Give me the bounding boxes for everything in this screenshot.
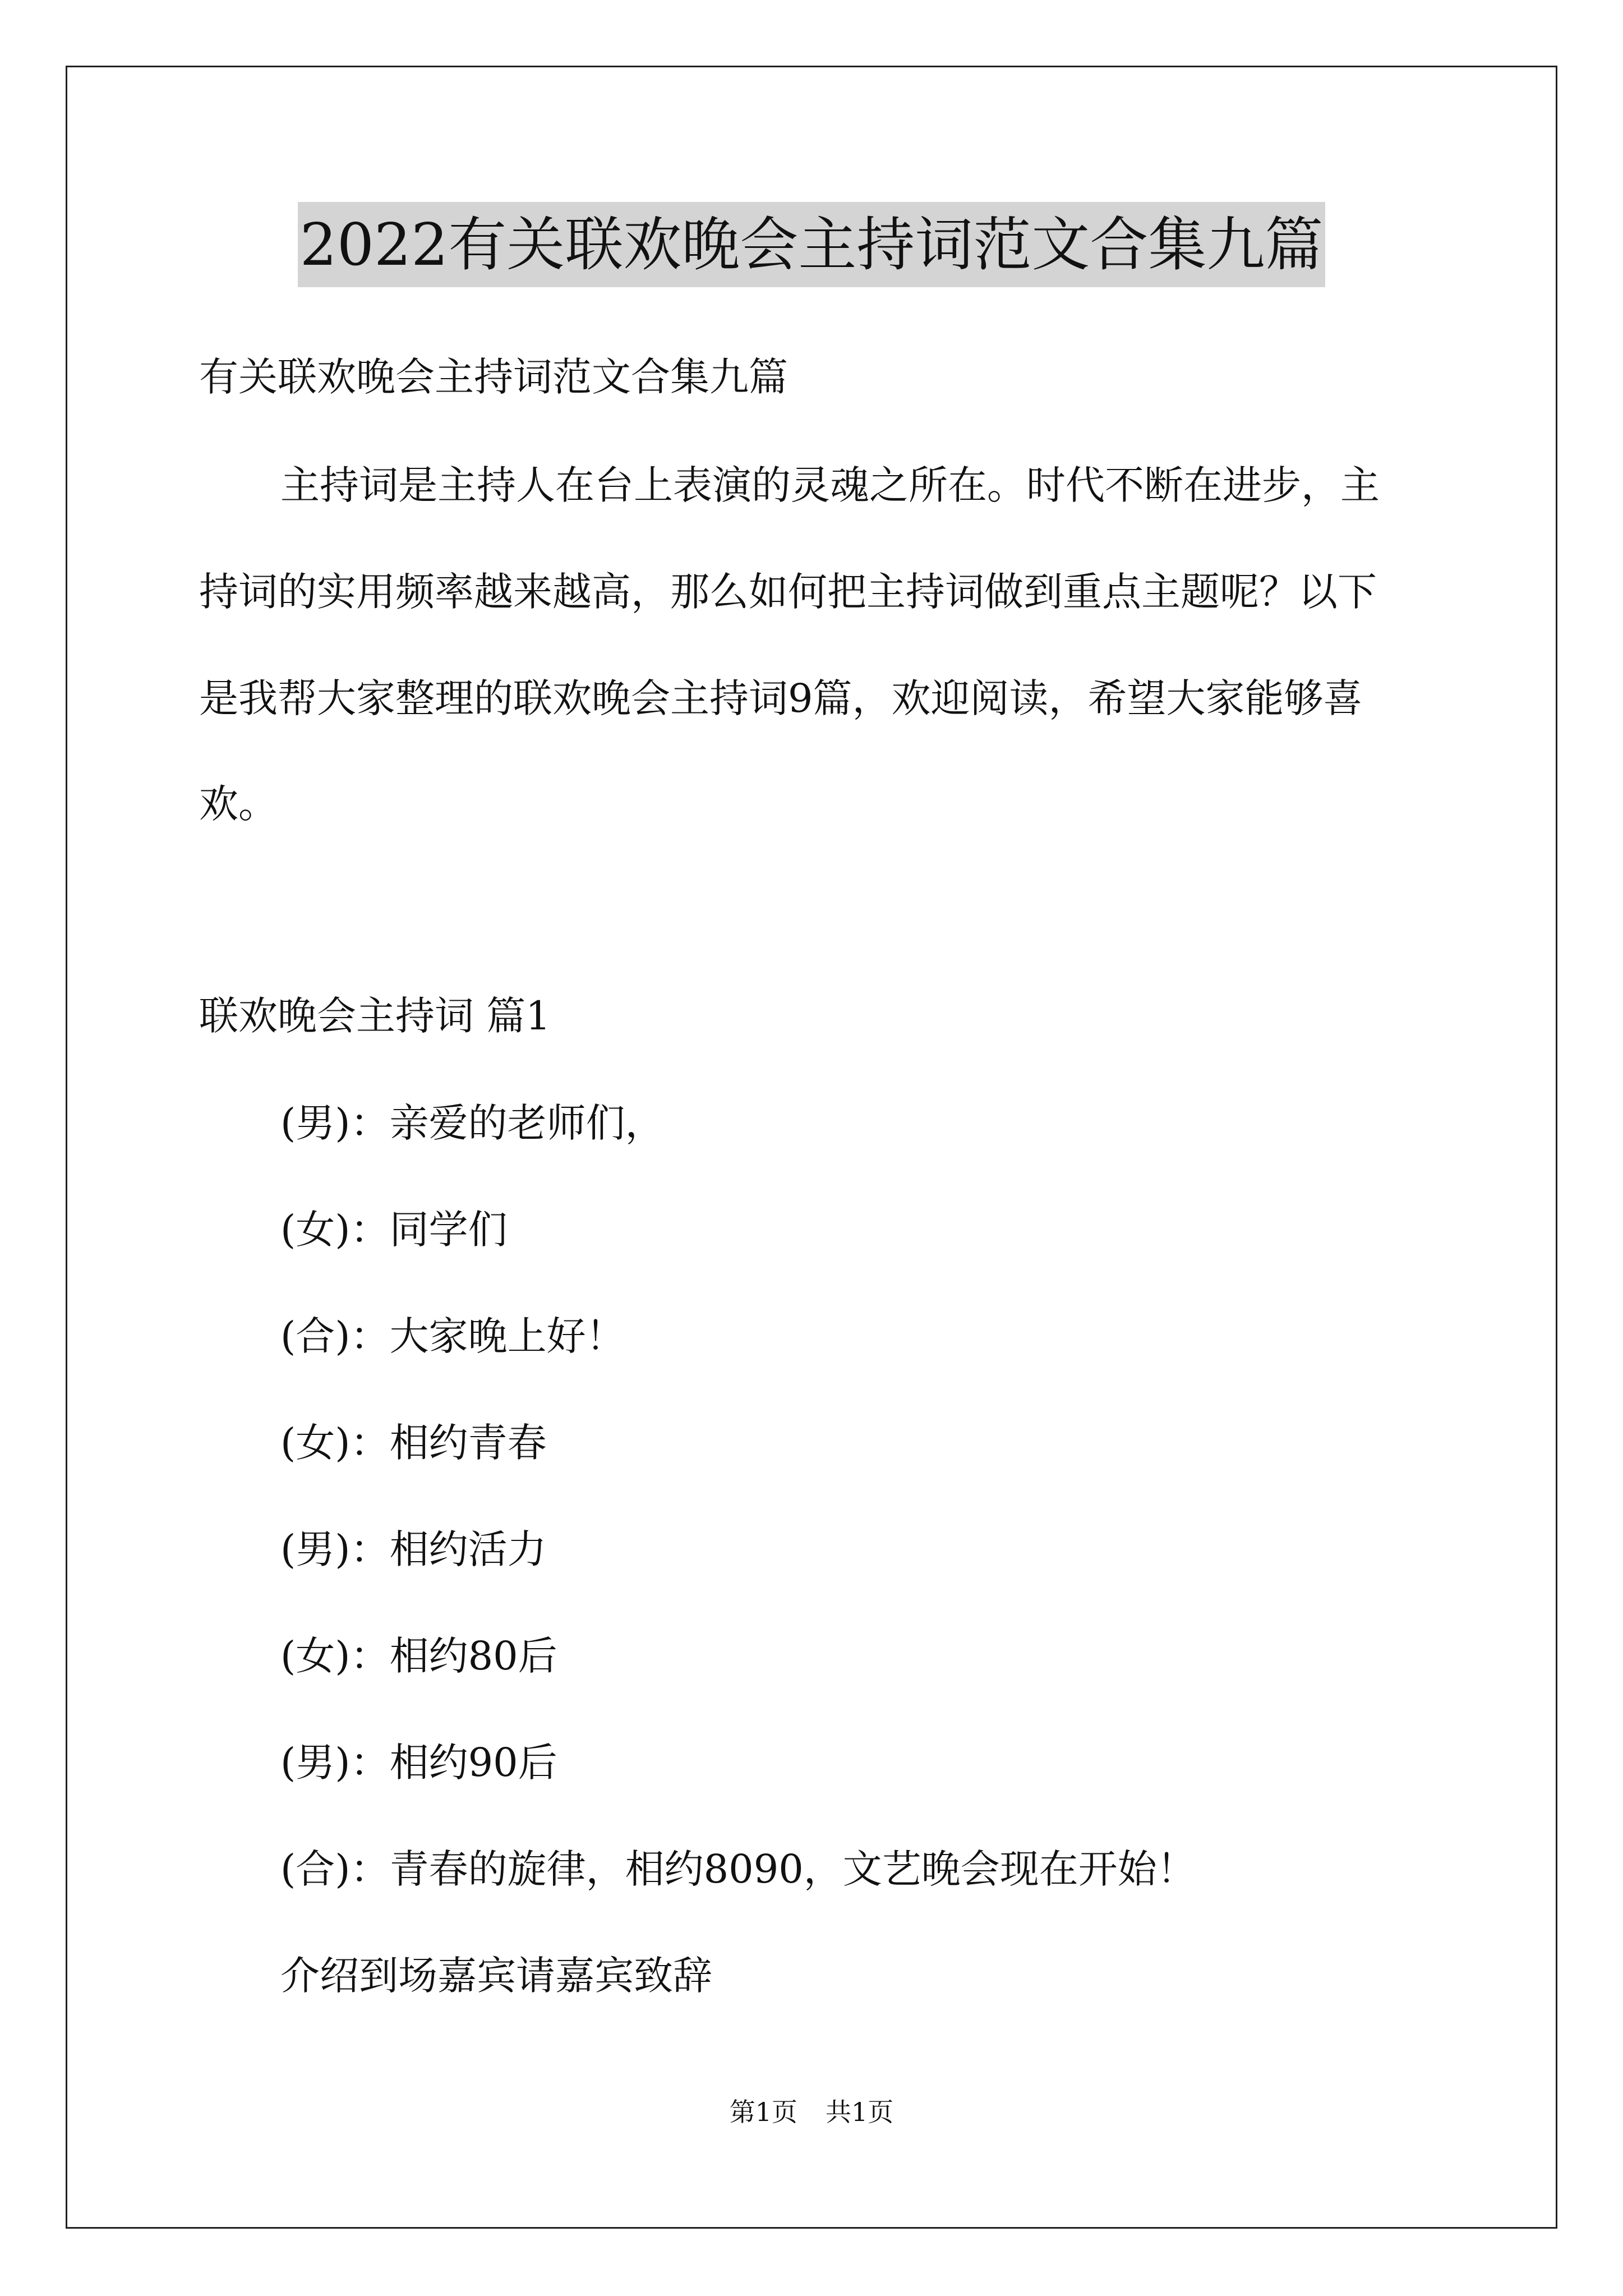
document-title-block [0,202,1623,287]
script-line: 介绍到场嘉宾请嘉宾致辞 [280,1953,712,1999]
page-number-total: 共1页 [826,2097,894,2127]
script-line: (男)：相约活力 [280,1526,547,1572]
script-line: (女)：同学们 [280,1207,508,1253]
intro-line-4: 欢。 [199,781,278,827]
section-heading: 联欢晚会主持词 篇1 [199,993,551,1039]
document-subtitle: 有关联欢晚会主持词范文合集九篇 [199,354,788,400]
script-line: (男)：亲爱的老师们， [280,1100,665,1146]
script-line: (女)：相约80后 [280,1633,557,1679]
script-line: (合)：大家晚上好！ [280,1313,625,1359]
document-title: 2022有关联欢晚会主持词范文合集九篇 [298,202,1326,287]
intro-line-1: 主持词是主持人在台上表演的灵魂之所在。时代不断在进步，主 [280,462,1380,508]
intro-line-3: 是我帮大家整理的联欢晚会主持词9篇，欢迎阅读，希望大家能够喜 [199,675,1363,721]
script-line: (女)：相约青春 [280,1420,547,1466]
page-number-current: 第1页 [729,2097,797,2127]
script-line: (男)：相约90后 [280,1740,557,1786]
script-line: (合)：青春的旋律，相约8090，文艺晚会现在开始！ [280,1846,1196,1892]
page-footer [0,2095,1623,2129]
intro-line-2: 持词的实用频率越来越高，那么如何把主持词做到重点主题呢？以下 [199,569,1377,615]
